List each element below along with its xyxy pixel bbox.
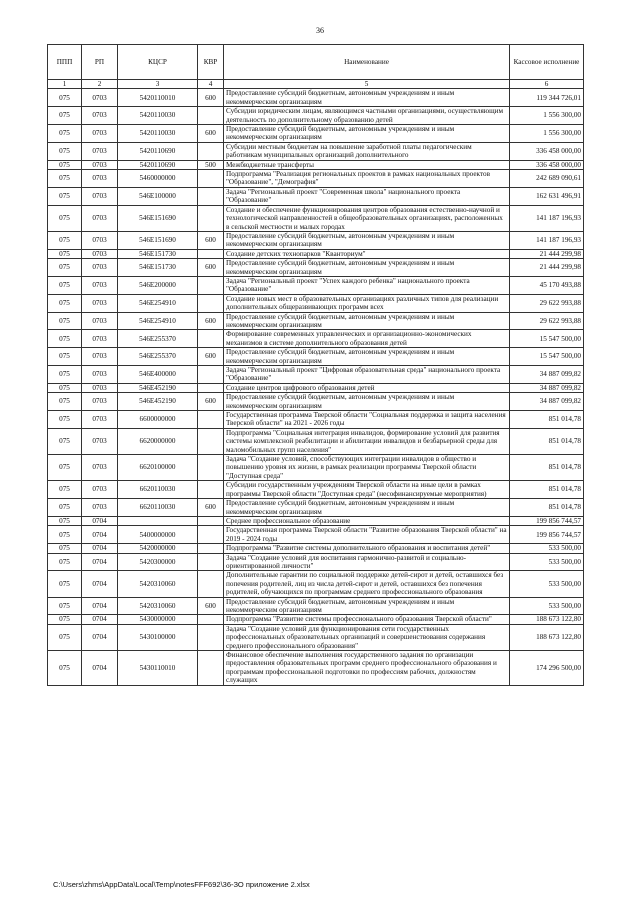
table-row [48,89,584,107]
cell-rp: 0704 [82,553,118,571]
cell-kcsr: 546E254910 [118,294,198,312]
table-row [48,624,584,650]
cell-kvr [198,330,224,348]
cell-ppp: 075 [48,187,82,205]
table-row [48,499,584,517]
cell-ppp: 075 [48,348,82,366]
table-row [48,107,584,125]
cell-kcsr: 5430000000 [118,615,198,624]
cell-rp: 0703 [82,330,118,348]
cell-kvr: 600 [198,499,224,517]
cell-ppp: 075 [48,205,82,231]
cell-kcsr: 5420300000 [118,553,198,571]
cell-name: Создание новых мест в образовательных организациях различных типов для реализации дополнительных общеразвивающих программ всех [224,294,510,312]
cell-kcsr: 546E151690 [118,231,198,249]
cell-rp: 0703 [82,142,118,160]
table-row [48,142,584,160]
cell-kcsr: 546E200000 [118,276,198,294]
cell-kvr: 600 [198,348,224,366]
cell-ppp: 075 [48,651,82,686]
cell-rp: 0703 [82,276,118,294]
cell-rp: 0703 [82,170,118,188]
cell-kcsr: 5420110010 [118,89,198,107]
cell-kvr [198,455,224,481]
index-cell: 2 [82,80,118,89]
cell-kcsr: 5430100000 [118,624,198,650]
index-cell: 5 [224,80,510,89]
cell-kvr [198,615,224,624]
cell-amount: 21 444 299,98 [510,259,584,277]
cell-name: Субсидии местным бюджетам на повышение заработной платы педагогическим работникам муниципальных организаций дополнительного [224,142,510,160]
cell-kvr [198,107,224,125]
table-row [48,249,584,258]
cell-rp: 0704 [82,516,118,525]
cell-name: Дополнительные гарантии по социальной поддержке детей-сирот и детей, оставшихся без попечения родителей, лиц из числа детей-сирот и детей, оставшихся без попечения родителей, обучающихся по программам среднего профессионального образования [224,571,510,597]
cell-rp: 0703 [82,249,118,258]
cell-amount: 851 014,78 [510,411,584,429]
cell-rp: 0703 [82,160,118,169]
cell-rp: 0704 [82,526,118,544]
cell-kvr [198,187,224,205]
page-number: 36 [316,26,324,35]
cell-rp: 0704 [82,651,118,686]
cell-ppp: 075 [48,125,82,143]
cell-kcsr: 6620100000 [118,455,198,481]
cell-rp: 0703 [82,231,118,249]
table-row [48,366,584,384]
cell-amount: 336 458 000,00 [510,160,584,169]
cell-name: Подпрограмма "Развитие системы профессионального образования Тверской области" [224,615,510,624]
cell-ppp: 075 [48,294,82,312]
table-row [48,393,584,411]
cell-kcsr: 546E151690 [118,205,198,231]
cell-rp: 0703 [82,499,118,517]
cell-kvr [198,516,224,525]
cell-amount: 34 887 099,82 [510,366,584,384]
cell-kvr [198,294,224,312]
cell-name: Подпрограмма "Развитие системы дополнительного образования и воспитания детей" [224,544,510,553]
cell-kcsr: 6620000000 [118,428,198,454]
cell-amount: 174 296 500,00 [510,651,584,686]
cell-rp: 0703 [82,187,118,205]
cell-rp: 0703 [82,348,118,366]
cell-name: Среднее профессиональное образование [224,516,510,525]
cell-kvr [198,366,224,384]
cell-ppp: 075 [48,499,82,517]
cell-kcsr: 5420310060 [118,571,198,597]
cell-rp: 0703 [82,89,118,107]
cell-name: Предоставление субсидий бюджетным, автономным учреждениям и иным некоммерческим организациям [224,499,510,517]
cell-ppp: 075 [48,544,82,553]
cell-kvr: 600 [198,312,224,330]
cell-kcsr: 5420110690 [118,160,198,169]
cell-name: Государственная программа Тверской области "Развитие образования Тверской области" на 2019 - 2024 годы [224,526,510,544]
cell-kcsr: 5420000000 [118,544,198,553]
table-row [48,312,584,330]
cell-amount: 34 887 099,82 [510,383,584,392]
cell-ppp: 075 [48,330,82,348]
table-row [48,571,584,597]
cell-rp: 0703 [82,411,118,429]
cell-amount: 1 556 300,00 [510,107,584,125]
header-rp: РП [82,45,118,80]
table-row [48,526,584,544]
cell-kcsr: 546E254910 [118,312,198,330]
index-cell: 1 [48,80,82,89]
cell-ppp: 075 [48,366,82,384]
cell-ppp: 075 [48,231,82,249]
cell-ppp: 075 [48,428,82,454]
cell-kvr [198,205,224,231]
cell-kcsr: 546E452190 [118,393,198,411]
cell-name: Задача "Создание условий, способствующих интеграции инвалидов в общество и повышению уровня их жизни, в рамках реализации программы Тверской области "Доступная среда" [224,455,510,481]
cell-amount: 242 689 090,61 [510,170,584,188]
cell-rp: 0704 [82,571,118,597]
cell-name: Предоставление субсидий бюджетным, автономным учреждениям и иным некоммерческим организациям [224,125,510,143]
cell-amount: 119 344 726,01 [510,89,584,107]
cell-amount: 29 622 993,88 [510,294,584,312]
cell-kvr: 600 [198,259,224,277]
cell-kvr: 600 [198,231,224,249]
cell-name: Субсидии государственным учреждениям Тверской области на иные цели в рамках программы Тверской области "Доступная среда" (несофинансируемые мероприятия) [224,481,510,499]
table-row [48,383,584,392]
cell-name: Субсидии юридическим лицам, являющимся частными организациями, осуществляющим деятельность по дополнительному образованию детей [224,107,510,125]
table-row [48,516,584,525]
cell-kcsr: 5420110030 [118,125,198,143]
cell-kvr [198,526,224,544]
cell-kcsr [118,516,198,525]
cell-name: Межбюджетные трансферты [224,160,510,169]
index-cell: 6 [510,80,584,89]
cell-name: Предоставление субсидий бюджетным, автономным учреждениям и иным некоммерческим организациям [224,89,510,107]
table-row [48,428,584,454]
table-row [48,615,584,624]
cell-ppp: 075 [48,481,82,499]
cell-kcsr: 5400000000 [118,526,198,544]
cell-ppp: 075 [48,624,82,650]
cell-kcsr: 546E452190 [118,383,198,392]
cell-amount: 851 014,78 [510,499,584,517]
cell-amount: 141 187 196,93 [510,231,584,249]
cell-rp: 0703 [82,383,118,392]
table-row [48,553,584,571]
cell-amount: 199 856 744,57 [510,526,584,544]
cell-ppp: 075 [48,411,82,429]
cell-name: Подпрограмма "Реализация региональных проектов в рамках национальных проектов "Образование", "Демография" [224,170,510,188]
cell-rp: 0703 [82,125,118,143]
cell-ppp: 075 [48,383,82,392]
cell-rp: 0703 [82,312,118,330]
table-row [48,411,584,429]
cell-kcsr: 546E255370 [118,348,198,366]
cell-ppp: 075 [48,571,82,597]
cell-ppp: 075 [48,312,82,330]
cell-rp: 0704 [82,544,118,553]
cell-kvr: 600 [198,125,224,143]
cell-amount: 21 444 299,98 [510,249,584,258]
cell-name: Предоставление субсидий бюджетным, автономным учреждениям и иным некоммерческим организациям [224,259,510,277]
cell-amount: 162 631 496,91 [510,187,584,205]
cell-name: Задача "Региональный проект "Современная школа" национального проекта "Образование" [224,187,510,205]
column-index-row [48,80,584,89]
table-row [48,544,584,553]
cell-kcsr: 5420110690 [118,142,198,160]
cell-kvr [198,553,224,571]
cell-ppp: 075 [48,597,82,615]
cell-kcsr: 5420110030 [118,107,198,125]
cell-kvr [198,170,224,188]
table-row [48,259,584,277]
cell-rp: 0703 [82,294,118,312]
cell-ppp: 075 [48,393,82,411]
cell-rp: 0704 [82,597,118,615]
cell-kcsr: 5420310060 [118,597,198,615]
cell-rp: 0703 [82,259,118,277]
table-row [48,348,584,366]
cell-kvr [198,428,224,454]
cell-kcsr: 6620110030 [118,481,198,499]
cell-kvr [198,571,224,597]
cell-name: Подпрограмма "Социальная интеграция инвалидов, формирование условий для развития системы комплексной реабилитации и абилитации инвалидов и безбарьерной среды для маломобильных групп населения" [224,428,510,454]
cell-ppp: 075 [48,615,82,624]
cell-amount: 533 500,00 [510,544,584,553]
cell-amount: 533 500,00 [510,571,584,597]
cell-kvr [198,411,224,429]
table-row [48,205,584,231]
file-path-footer: C:\Users\zhms\AppData\Local\Temp\notesFFF692\36-ЗО приложение 2.xlsx [53,880,310,889]
cell-ppp: 075 [48,107,82,125]
cell-kvr [198,651,224,686]
cell-kcsr: 6600000000 [118,411,198,429]
cell-amount: 15 547 500,00 [510,330,584,348]
cell-name: Задача "Создание условий для функционирования сети государственных профессиональных образовательных организаций и совершенствования содержания среднего профессионального образования" [224,624,510,650]
cell-name: Задача "Создание условий для воспитания гармонично-развитой и социально-ориентированной личности" [224,553,510,571]
cell-amount: 851 014,78 [510,428,584,454]
cell-ppp: 075 [48,160,82,169]
cell-amount: 1 556 300,00 [510,125,584,143]
cell-rp: 0703 [82,455,118,481]
table-row [48,597,584,615]
table-row [48,231,584,249]
cell-name: Государственная программа Тверской области "Социальная поддержка и защита населения Тверской области" на 2021 - 2026 годы [224,411,510,429]
index-cell: 4 [198,80,224,89]
cell-kcsr: 546E400000 [118,366,198,384]
cell-name: Создание центров цифрового образования детей [224,383,510,392]
cell-amount: 851 014,78 [510,481,584,499]
header-amount: Кассовое исполнение [510,45,584,80]
table-row [48,170,584,188]
cell-rp: 0703 [82,428,118,454]
cell-ppp: 075 [48,249,82,258]
header-kcsr: КЦСР [118,45,198,80]
cell-kcsr: 546E255370 [118,330,198,348]
cell-amount: 141 187 196,93 [510,205,584,231]
table-row [48,125,584,143]
cell-name: Формирование современных управленческих и организационно-экономических механизмов в системе дополнительного образования детей [224,330,510,348]
cell-name: Финансовое обеспечение выполнения государственного задания по организации предоставления образовательных программ среднего профессионального образования и программам профессиональной подготовки по профессиям рабочих, должностям служащих [224,651,510,686]
cell-ppp: 075 [48,455,82,481]
budget-table [47,44,584,686]
cell-rp: 0704 [82,615,118,624]
cell-kvr: 600 [198,393,224,411]
cell-name: Предоставление субсидий бюджетным, автономным учреждениям и иным некоммерческим организациям [224,348,510,366]
cell-amount: 45 170 493,88 [510,276,584,294]
cell-amount: 34 887 099,82 [510,393,584,411]
table-row [48,651,584,686]
cell-kvr: 600 [198,597,224,615]
cell-kvr [198,142,224,160]
cell-ppp: 075 [48,142,82,160]
cell-rp: 0703 [82,393,118,411]
table-row [48,481,584,499]
table-row [48,276,584,294]
cell-rp: 0703 [82,205,118,231]
cell-name: Создание детских технопарков "Кванториум" [224,249,510,258]
cell-amount: 533 500,00 [510,597,584,615]
cell-name: Задача "Региональный проект "Успех каждого ребенка" национального проекта "Образование" [224,276,510,294]
table-header-row [48,45,584,80]
table-row [48,455,584,481]
table-row [48,294,584,312]
cell-kvr: 600 [198,89,224,107]
index-cell: 3 [118,80,198,89]
cell-ppp: 075 [48,170,82,188]
cell-name: Предоставление субсидий бюджетным, автономным учреждениям и иным некоммерческим организациям [224,312,510,330]
cell-kvr [198,481,224,499]
cell-name: Предоставление субсидий бюджетным, автономным учреждениям и иным некоммерческим организациям [224,597,510,615]
cell-amount: 533 500,00 [510,553,584,571]
header-name: Наименование [224,45,510,80]
cell-name: Предоставление субсидий бюджетным, автономным учреждениям и иным некоммерческим организациям [224,231,510,249]
cell-kcsr: 546E151730 [118,249,198,258]
cell-amount: 199 856 744,57 [510,516,584,525]
cell-ppp: 075 [48,89,82,107]
table-row [48,160,584,169]
cell-kvr: 500 [198,160,224,169]
cell-kvr [198,544,224,553]
header-ppp: ППП [48,45,82,80]
cell-ppp: 075 [48,516,82,525]
cell-ppp: 075 [48,259,82,277]
cell-ppp: 075 [48,526,82,544]
table-row [48,330,584,348]
cell-kcsr: 5430110010 [118,651,198,686]
cell-kvr [198,249,224,258]
table-row [48,187,584,205]
cell-amount: 15 547 500,00 [510,348,584,366]
cell-amount: 336 458 000,00 [510,142,584,160]
cell-amount: 188 673 122,80 [510,615,584,624]
header-kvr: КВР [198,45,224,80]
cell-rp: 0703 [82,481,118,499]
cell-ppp: 075 [48,276,82,294]
cell-name: Создание и обеспечение функционирования центров образования естественно-научной и технологической направленностей в общеобразовательных организациях, расположенных в сельской местности и малых городах [224,205,510,231]
cell-amount: 188 673 122,80 [510,624,584,650]
cell-name: Задача "Региональный проект "Цифровая образовательная среда" национального проекта "Образование" [224,366,510,384]
cell-kvr [198,383,224,392]
cell-kcsr: 6620110030 [118,499,198,517]
cell-rp: 0703 [82,366,118,384]
cell-amount: 29 622 993,88 [510,312,584,330]
cell-ppp: 075 [48,553,82,571]
cell-rp: 0704 [82,624,118,650]
cell-kvr [198,276,224,294]
cell-amount: 851 014,78 [510,455,584,481]
cell-name: Предоставление субсидий бюджетным, автономным учреждениям и иным некоммерческим организациям [224,393,510,411]
cell-kvr [198,624,224,650]
cell-kcsr: 5460000000 [118,170,198,188]
cell-rp: 0703 [82,107,118,125]
cell-kcsr: 546E151730 [118,259,198,277]
cell-kcsr: 546E100000 [118,187,198,205]
